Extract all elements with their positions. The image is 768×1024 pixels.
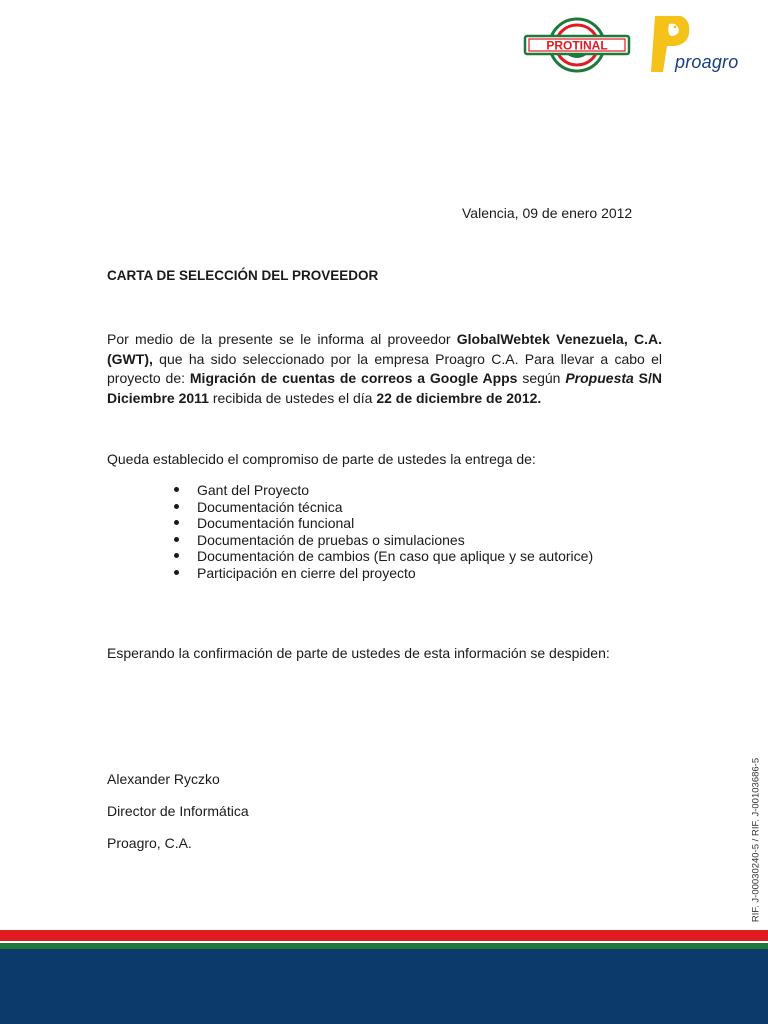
rif-text: RIF. J-00030240-5 / RIF. J-00103686-5 <box>750 757 762 923</box>
protinal-logo <box>522 14 632 76</box>
vendor-name: GlobalWebtek Venezuela, C.A. (GWT), <box>107 331 662 367</box>
body-text-1: Por medio de la presente se le informa al proveedor <box>107 331 457 347</box>
protinal-logo-text: PROTINAL <box>546 38 608 53</box>
list-item: Participación en cierre del proyecto <box>197 565 593 582</box>
body-text-2: que ha sido seleccionado por la empresa Proagro C.A. Para llevar a cabo el proyecto de: <box>107 350 662 386</box>
received-date: 22 de diciembre de 2012. <box>376 389 542 406</box>
project-name: Migración de cuentas de correos a Google Apps <box>189 370 518 386</box>
list-item: Documentación de pruebas o simulaciones <box>197 532 593 549</box>
proposal-label: Propuesta <box>565 370 634 386</box>
list-item: Gant del Proyecto <box>197 482 593 499</box>
letter-subject: CARTA DE SELECCIÓN DEL PROVEEDOR <box>107 268 379 283</box>
list-item: Documentación técnica <box>197 499 593 516</box>
proagro-logo-text: proagro <box>675 52 739 72</box>
body-text-3: según <box>517 370 566 386</box>
signature-title: Director de Informática <box>107 803 249 819</box>
letter-closing: Esperando la confirmación de parte de ustedes de esta información se despiden: <box>107 645 610 661</box>
proposal-reference: S/N Diciembre 2011 <box>107 370 663 406</box>
footer-band-red <box>0 930 768 941</box>
footer-band-navy <box>0 949 768 1024</box>
letter-date: Valencia, 09 de enero 2012 <box>462 205 633 221</box>
signature-company: Proagro, C.A. <box>107 835 192 851</box>
list-item: Documentación de cambios (En caso que aplique y se autorice) <box>197 548 594 564</box>
deliverables-intro: Queda establecido el compromiso de parte de ustedes la entrega de: <box>107 451 536 467</box>
signature-name: Alexander Ryczko <box>107 771 220 787</box>
letter-body <box>107 330 662 408</box>
list-item: Documentación funcional <box>197 515 593 532</box>
deliverables-list <box>197 482 593 581</box>
body-text-4: recibida de ustedes el día <box>208 389 377 406</box>
